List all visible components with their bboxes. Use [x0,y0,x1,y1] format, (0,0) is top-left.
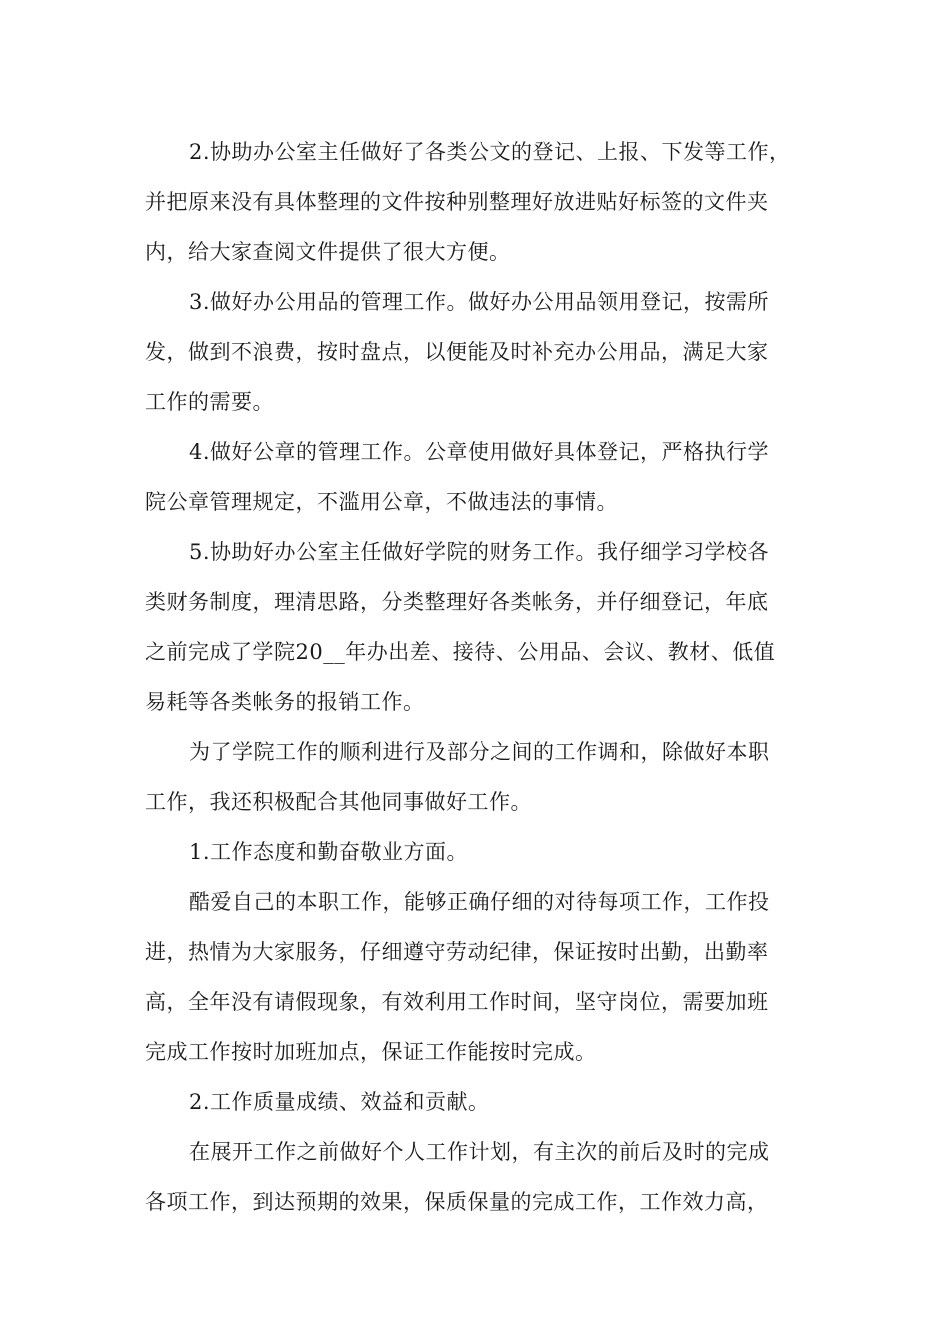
document-body [145,127,817,1227]
text-line: 为了学院工作的顺利进行及部分之间的工作调和，除做好本职 [189,740,770,764]
text-line: 4.做好公章的管理工作。公章使用做好具体登记，严格执行学 [189,440,770,464]
text-line: 类财务制度，理清思路，分类整理好各类帐务，并仔细登记，年底 [145,590,769,614]
text-line: 5.协助好办公室主任做好学院的财务工作。我仔细学习学校各 [189,540,770,564]
text-line: 工作，我还积极配合其他同事做好工作。 [145,790,532,814]
text-line: 并把原来没有具体整理的文件按种别整理好放进贴好标签的文件夹 [145,190,769,214]
text-line: 2.协助办公室主任做好了各类公文的登记、上报、下发等工作， [189,140,791,164]
text-line: 内，给大家查阅文件提供了很大方便。 [145,240,511,264]
text-line: 工作的需要。 [145,390,274,414]
text-line: 进，热情为大家服务，仔细遵守劳动纪律，保证按时出勤，出勤率 [145,940,769,964]
text-line: 1.工作态度和勤奋敬业方面。 [189,840,469,864]
text-line: 在展开工作之前做好个人工作计划，有主次的前后及时的完成 [189,1140,770,1164]
text-line: 酷爱自己的本职工作，能够正确仔细的对待每项工作，工作投 [189,890,770,914]
text-line: 高，全年没有请假现象，有效利用工作时间，坚守岗位，需要加班 [145,990,769,1014]
text-line: 3.做好办公用品的管理工作。做好办公用品领用登记，按需所 [189,290,770,314]
text-line: 完成工作按时加班加点，保证工作能按时完成。 [145,1040,597,1064]
text-line: 各项工作，到达预期的效果，保质保量的完成工作，工作效力高， [145,1190,769,1214]
text-line: 之前完成了学院20__年办出差、接待、公用品、会议、教材、低值 [145,640,776,664]
text-line: 院公章管理规定，不滥用公章，不做违法的事情。 [145,490,618,514]
text-line: 发，做到不浪费，按时盘点，以便能及时补充办公用品，满足大家 [145,340,769,364]
text-line: 2.工作质量成绩、效益和贡献。 [189,1090,490,1114]
text-line: 易耗等各类帐务的报销工作。 [145,690,425,714]
